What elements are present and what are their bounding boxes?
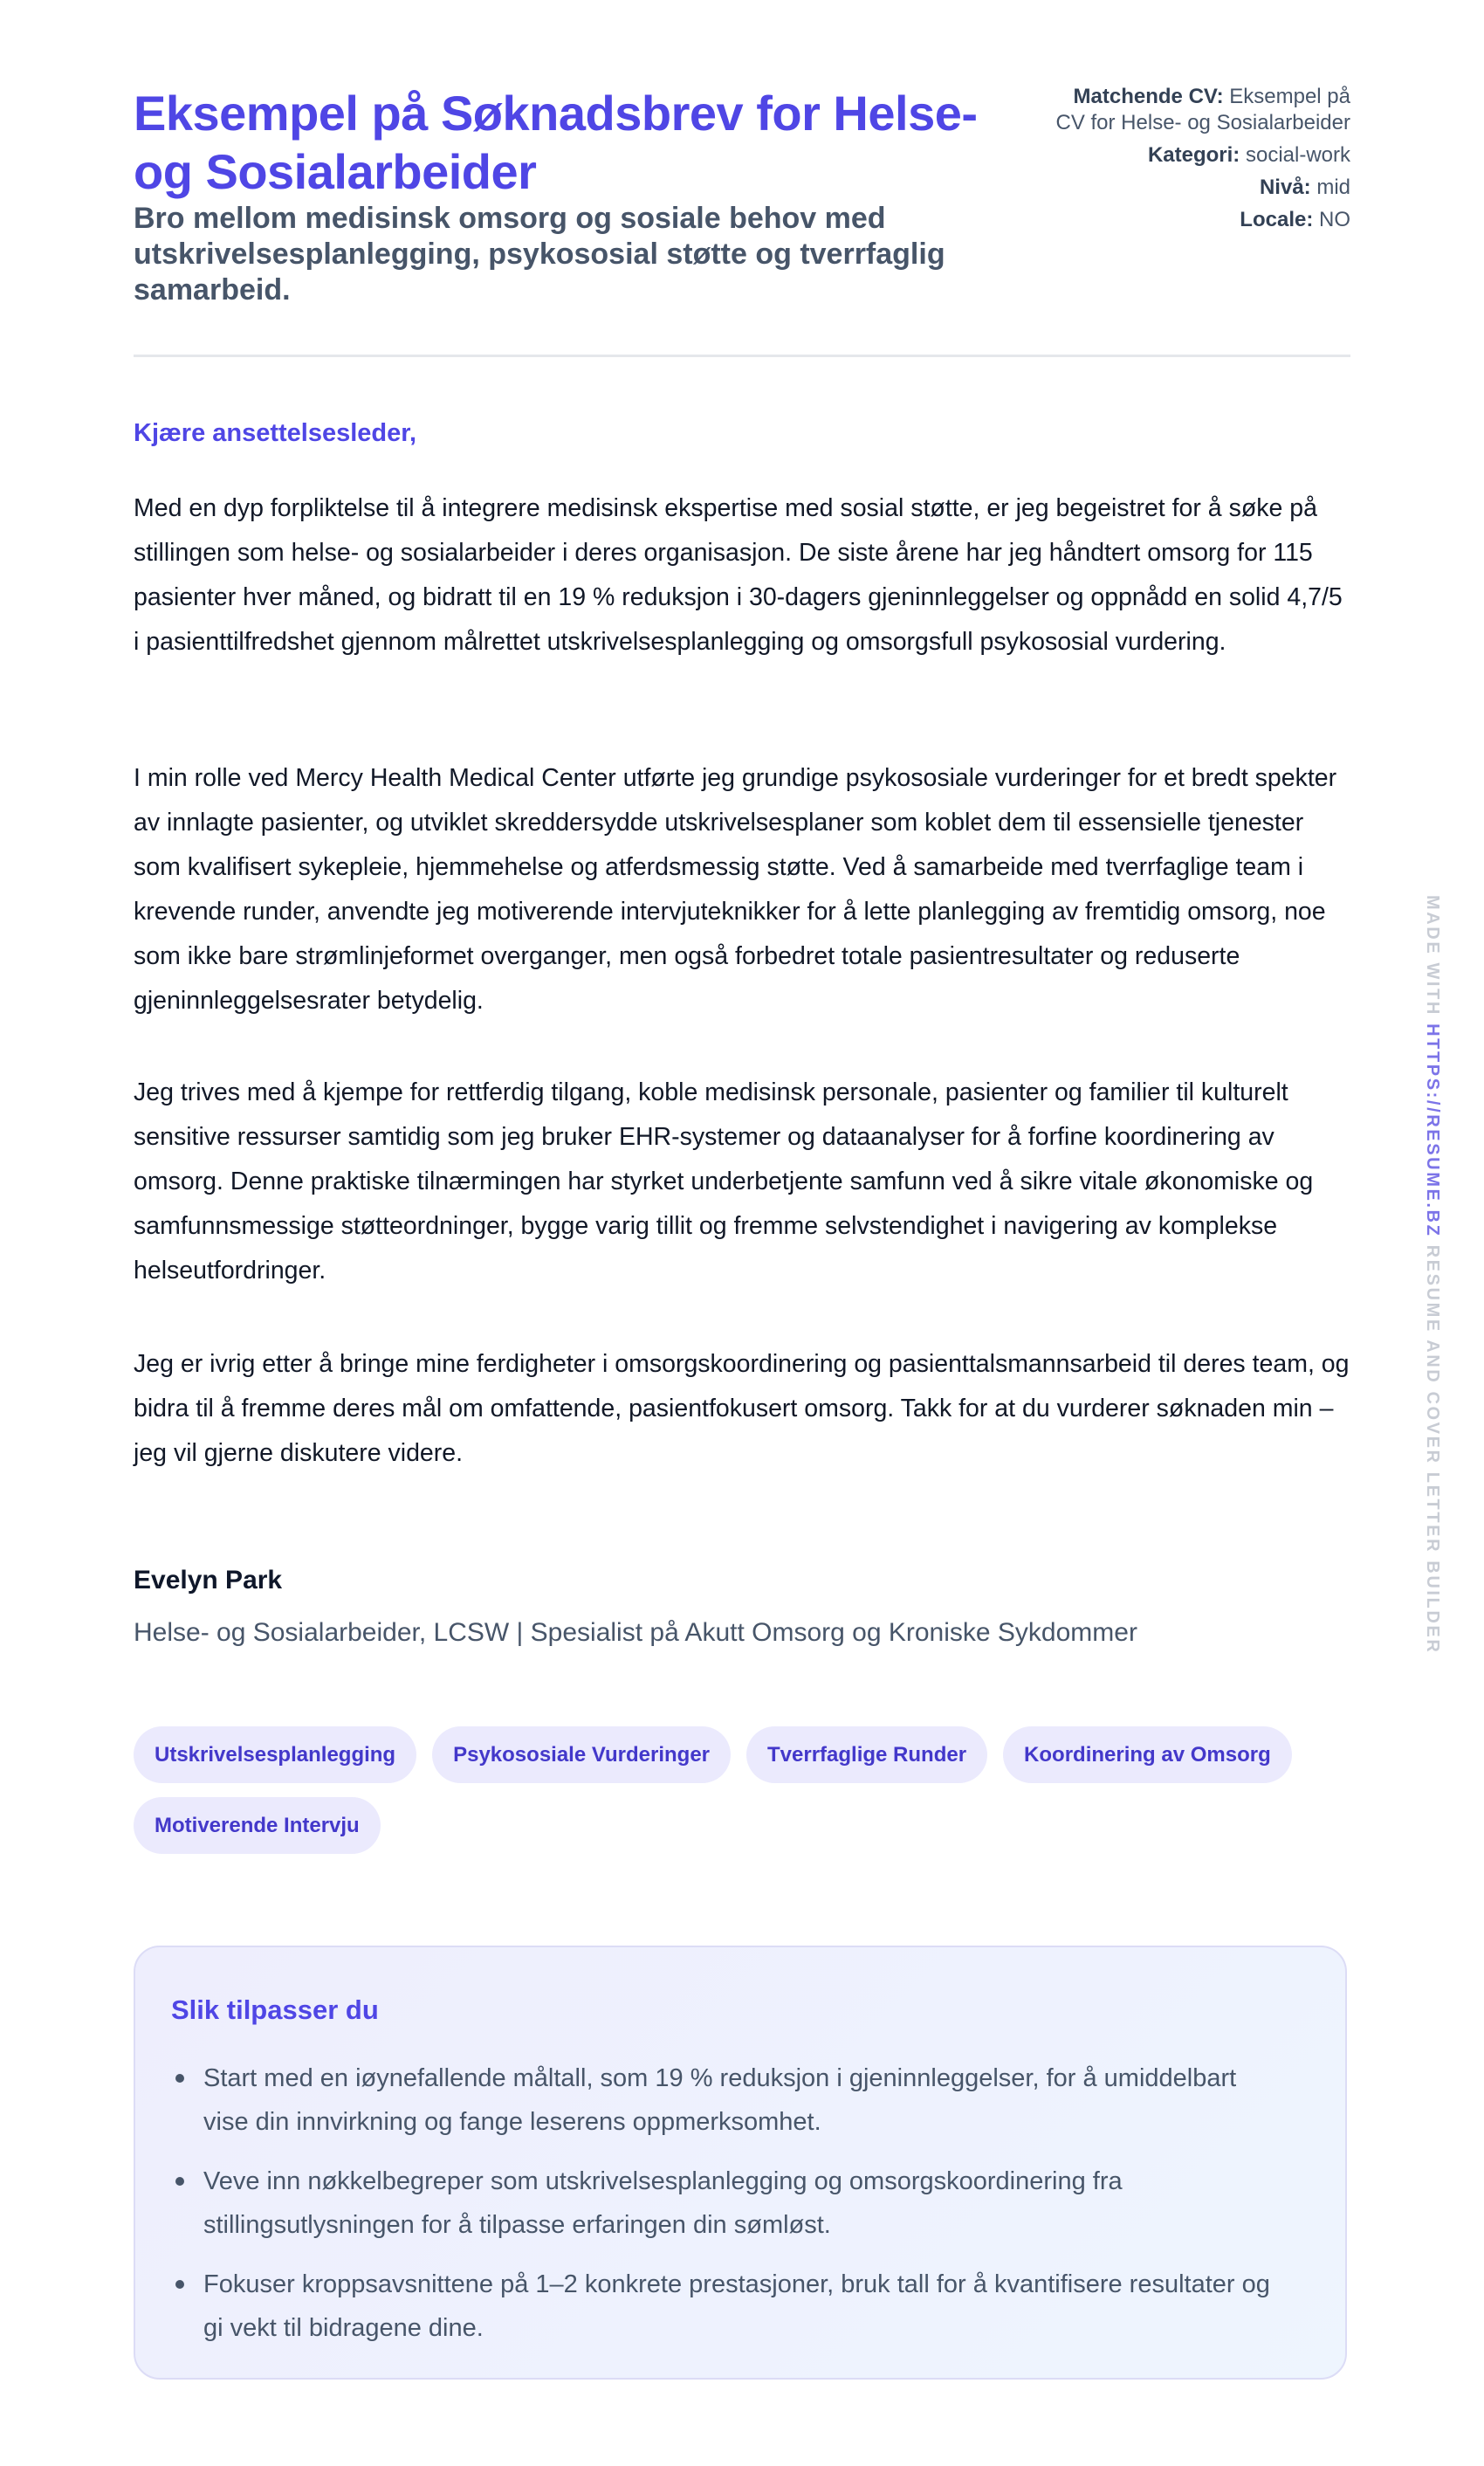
bullet-icon [175, 2177, 184, 2186]
meta-value: NO [1319, 208, 1350, 231]
tips-list [171, 2056, 1271, 2366]
skill-tag: Psykososiale Vurderinger [432, 1726, 731, 1783]
letter-greeting: Kjære ansettelsesleder, [134, 419, 417, 447]
watermark-text [1421, 895, 1444, 1654]
letter-paragraph: Jeg er ivrig etter å bringe mine ferdigheter i omsorgskoordinering og pasienttalsmannsarbeid til deres team, og bidra til å fremme deres mål om omfattende, pasientfokusert omsorg. Takk for at du vurderer søknaden min – jeg vil gjerne diskutere videre. [134, 1350, 1350, 1467]
watermark [1421, 895, 1444, 1655]
meta-value: social-work [1245, 143, 1350, 167]
skill-tag: Koordinering av Omsorg [1003, 1726, 1292, 1783]
skill-tag: Motiverende Intervju [134, 1797, 381, 1854]
signature-name: Evelyn Park [134, 1566, 283, 1595]
tip-text: Start med en iøynefallende måltall, som 19 % reduksjon i gjeninnleggelser, for å umiddelbart vise din innvirkning og fange leserens oppmerksomhet. [203, 2064, 1237, 2136]
meta-label: Matchende CV: [1073, 85, 1224, 108]
watermark-link[interactable]: HTTPS://RESUME.BZ [1423, 1023, 1442, 1238]
skill-tag: Tverrfaglige Runder [746, 1726, 987, 1783]
watermark-prefix: MADE WITH [1423, 895, 1442, 1016]
skill-tag: Utskrivelsesplanlegging [134, 1726, 416, 1783]
skill-tags [134, 1726, 1350, 1854]
matching-cv-link[interactable]: Eksempel på CV for Helse- og Sosialarbeider [1055, 85, 1350, 134]
header-divider [134, 355, 1350, 357]
meta-matching-cv [1054, 84, 1350, 136]
meta-label: Locale: [1240, 208, 1314, 231]
bullet-icon [175, 2280, 184, 2289]
meta-value: mid [1316, 176, 1350, 199]
meta-locale [1054, 207, 1350, 233]
tips-title: Slik tilpasser du [171, 1994, 379, 2025]
page-header [134, 84, 1350, 356]
letter-paragraph: I min rolle ved Mercy Health Medical Center utførte jeg grundige psykososiale vurderinger for et bredt spekter av innlagte pasienter, og utviklet skreddersydde utskrivelsesplaner som koblet dem til essensielle tjenester som kvalifisert sykepleie, hjemmehelse og atferdsmessig støtte. Ved å samarbeide med tverrfaglige team i krevende runder, anvendte jeg motiverende intervjuteknikker for å lette planlegging av fremtidig omsorg, noe som ikke bare strømlinjeformet overganger, men også forbedret totale pasientresultater og reduserte gjeninnleggelsesrater betydelig. [134, 764, 1337, 1015]
tip-text: Fokuser kroppsavsnittene på 1–2 konkrete prestasjoner, bruk tall for å kvantifisere resultater og gi vekt til bidragene dine. [203, 2270, 1270, 2342]
watermark-suffix: RESUME AND COVER LETTER BUILDER [1423, 1244, 1442, 1655]
page-title: Eksempel på Søknadsbrev for Helse- og Sosialarbeider [134, 86, 978, 199]
tip-text: Veve inn nøkkelbegreper som utskrivelsesplanlegging og omsorgskoordinering fra stillingsutlysningen for å tilpasse erfaringen din sømløst. [203, 2167, 1123, 2239]
meta-label: Kategori: [1147, 143, 1240, 167]
bullet-icon [175, 2074, 184, 2083]
meta-category [1054, 142, 1350, 169]
meta-level [1054, 175, 1350, 201]
letter-paragraph: Med en dyp forpliktelse til å integrere medisinsk ekspertise med sosial støtte, er jeg begeistret for å søke på stillingen som helse- og sosialarbeider i deres organisasjon. De siste årene har jeg håndtert omsorg for 115 pasienter hver måned, og bidratt til en 19 % reduksjon i 30-dagers gjeninnleggelser og oppnådd en solid 4,7/5 i pasienttilfredshet gjennom målrettet utskrivelsesplanlegging og omsorgsfull psykososial vurdering. [134, 494, 1343, 656]
tips-box [134, 1946, 1347, 2380]
meta-label: Nivå: [1259, 176, 1311, 199]
signature-title: Helse- og Sosialarbeider, LCSW | Spesialist på Akutt Omsorg og Kroniske Sykdommer [134, 1618, 1137, 1647]
tip-item [171, 2263, 1271, 2350]
tip-item [171, 2159, 1271, 2247]
letter-paragraph: Jeg trives med å kjempe for rettferdig tilgang, koble medisinsk personale, pasienter og familier til kulturelt sensitive ressurser samtidig som jeg bruker EHR-systemer og dataanalyser for å forfine koordinering av omsorg. Denne praktiske tilnærmingen har styrket underbetjente samfunn ved å sikre vitale økonomiske og samfunnsmessige støtteordninger, bygge varig tillit og fremme selvstendighet i navigering av komplekse helseutfordringer. [134, 1078, 1314, 1285]
meta-panel [1054, 84, 1350, 239]
page-subtitle: Bro mellom medisinsk omsorg og sosiale behov med utskrivelsesplanlegging, psykososial støtte og tverrfaglig samarbeid. [134, 202, 945, 307]
tip-item [171, 2056, 1271, 2144]
